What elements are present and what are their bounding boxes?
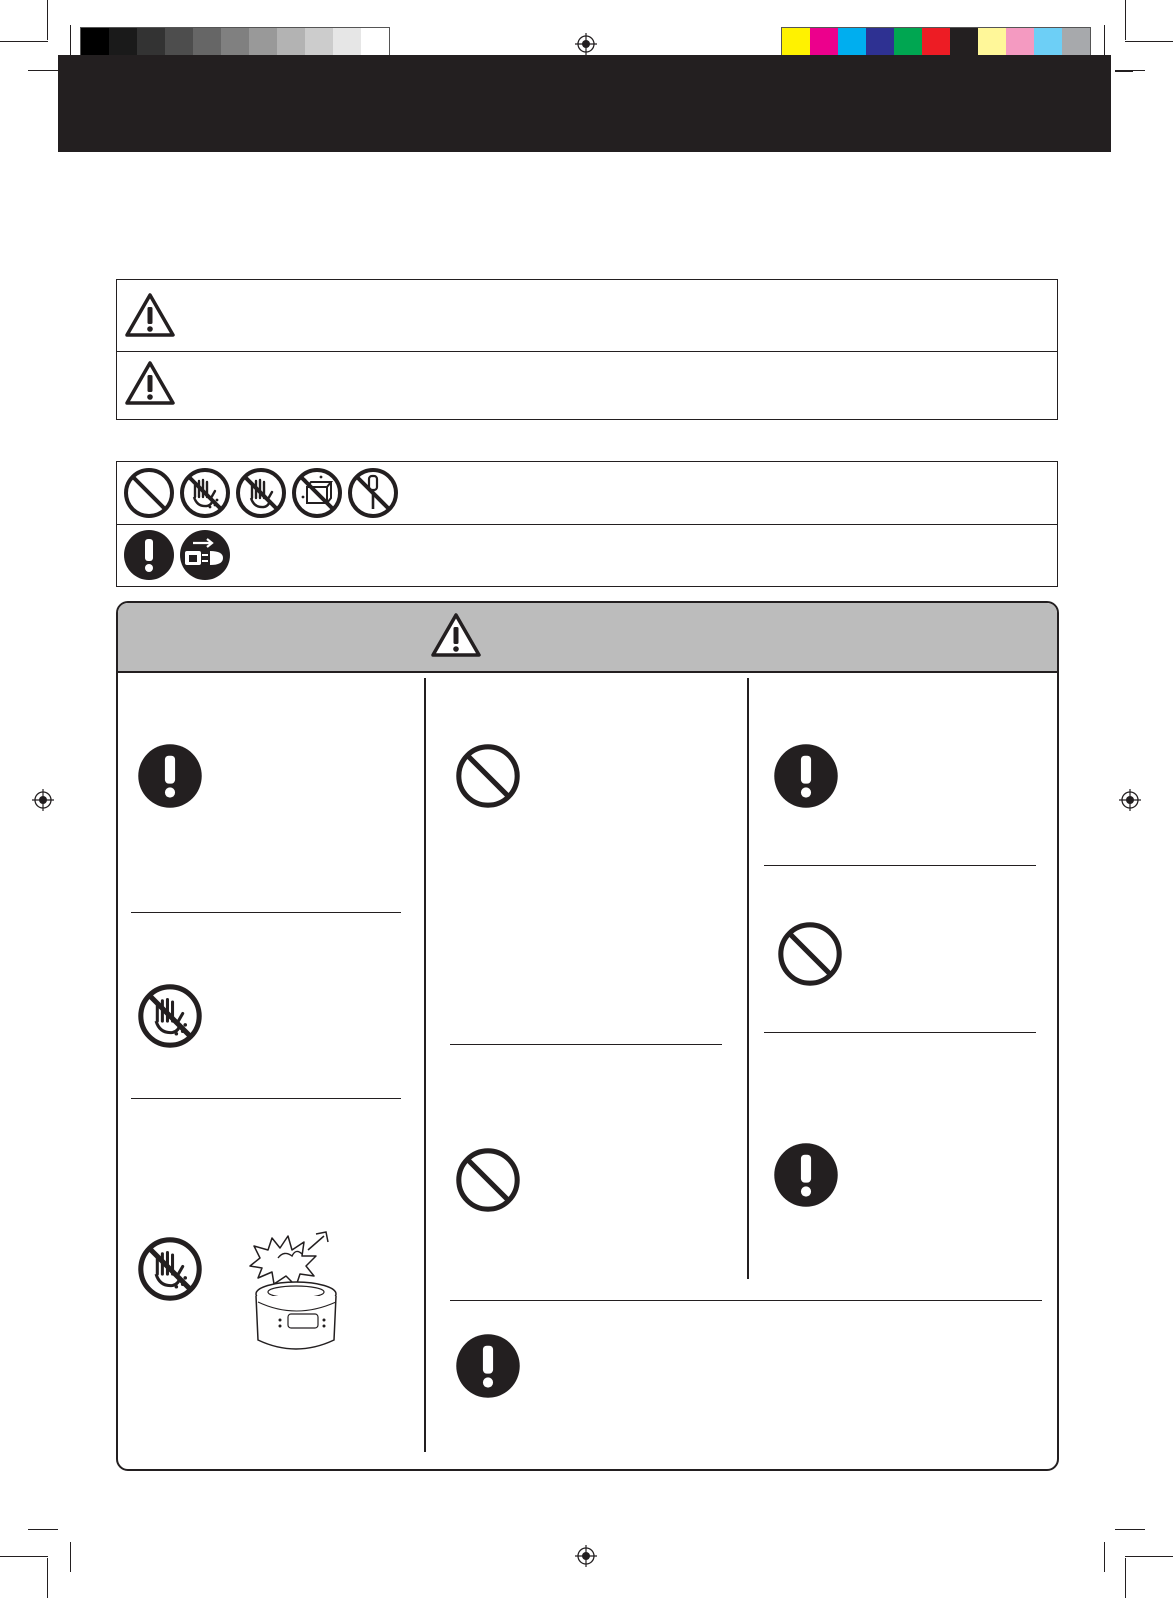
warning-triangle-icon xyxy=(124,360,176,406)
registration-mark-right xyxy=(1119,789,1141,811)
color-swatch xyxy=(838,28,866,57)
section-divider xyxy=(764,1032,1036,1033)
mandatory-exclamation-icon xyxy=(773,1142,839,1208)
section-divider xyxy=(764,865,1036,866)
registration-mark-left xyxy=(32,789,54,811)
prohibited-circle-icon xyxy=(455,1147,521,1213)
color-swatch xyxy=(950,28,978,57)
warning-definitions-box xyxy=(116,279,1058,420)
mandatory-exclamation-icon xyxy=(137,743,203,809)
color-calibration-bar xyxy=(781,27,1091,58)
prohibited-circle-icon xyxy=(455,743,521,809)
no-wet-hands-icon xyxy=(137,983,203,1049)
grayscale-swatch xyxy=(249,28,277,57)
color-swatch xyxy=(1006,28,1034,57)
grayscale-swatch xyxy=(137,28,165,57)
section-divider xyxy=(450,1044,722,1045)
panel-header xyxy=(118,603,1057,671)
grayscale-swatch xyxy=(305,28,333,57)
prohibited-circle-icon xyxy=(123,467,175,519)
prohibited-circle-icon xyxy=(777,921,843,987)
color-swatch xyxy=(894,28,922,57)
warning-triangle-icon xyxy=(430,612,482,658)
grayscale-swatch xyxy=(193,28,221,57)
no-wet-hands-icon xyxy=(179,467,231,519)
color-swatch xyxy=(1062,28,1090,57)
no-water-icon xyxy=(291,467,343,519)
column-divider xyxy=(747,678,749,1279)
mandatory-exclamation-icon xyxy=(123,529,175,581)
registration-mark-bottom xyxy=(575,1545,597,1567)
crop-tick xyxy=(1115,71,1133,72)
color-swatch xyxy=(1034,28,1062,57)
grayscale-swatch xyxy=(81,28,109,57)
grayscale-swatch xyxy=(109,28,137,57)
color-swatch xyxy=(978,28,1006,57)
section-divider xyxy=(131,912,401,913)
registration-mark-top xyxy=(575,33,597,55)
divider xyxy=(116,524,1058,525)
mandatory-exclamation-icon xyxy=(455,1333,521,1399)
no-disassemble-icon xyxy=(347,467,399,519)
grayscale-swatch xyxy=(221,28,249,57)
grayscale-calibration-bar xyxy=(80,27,390,58)
color-swatch xyxy=(810,28,838,57)
section-divider xyxy=(450,1300,1042,1301)
warning-triangle-icon xyxy=(124,292,176,338)
mandatory-exclamation-icon xyxy=(773,743,839,809)
color-swatch xyxy=(782,28,810,57)
column-divider xyxy=(424,678,426,1452)
no-wet-hands-icon xyxy=(137,1236,203,1302)
divider xyxy=(116,351,1058,352)
no-touch-icon xyxy=(235,467,287,519)
section-divider xyxy=(131,1098,401,1099)
color-swatch xyxy=(866,28,894,57)
color-swatch xyxy=(922,28,950,57)
rice-cooker-steam-illustration xyxy=(244,1228,344,1358)
unplug-icon xyxy=(179,529,231,581)
grayscale-swatch xyxy=(277,28,305,57)
grayscale-swatch xyxy=(361,28,389,57)
grayscale-swatch xyxy=(333,28,361,57)
grayscale-swatch xyxy=(165,28,193,57)
header-band xyxy=(58,55,1111,152)
